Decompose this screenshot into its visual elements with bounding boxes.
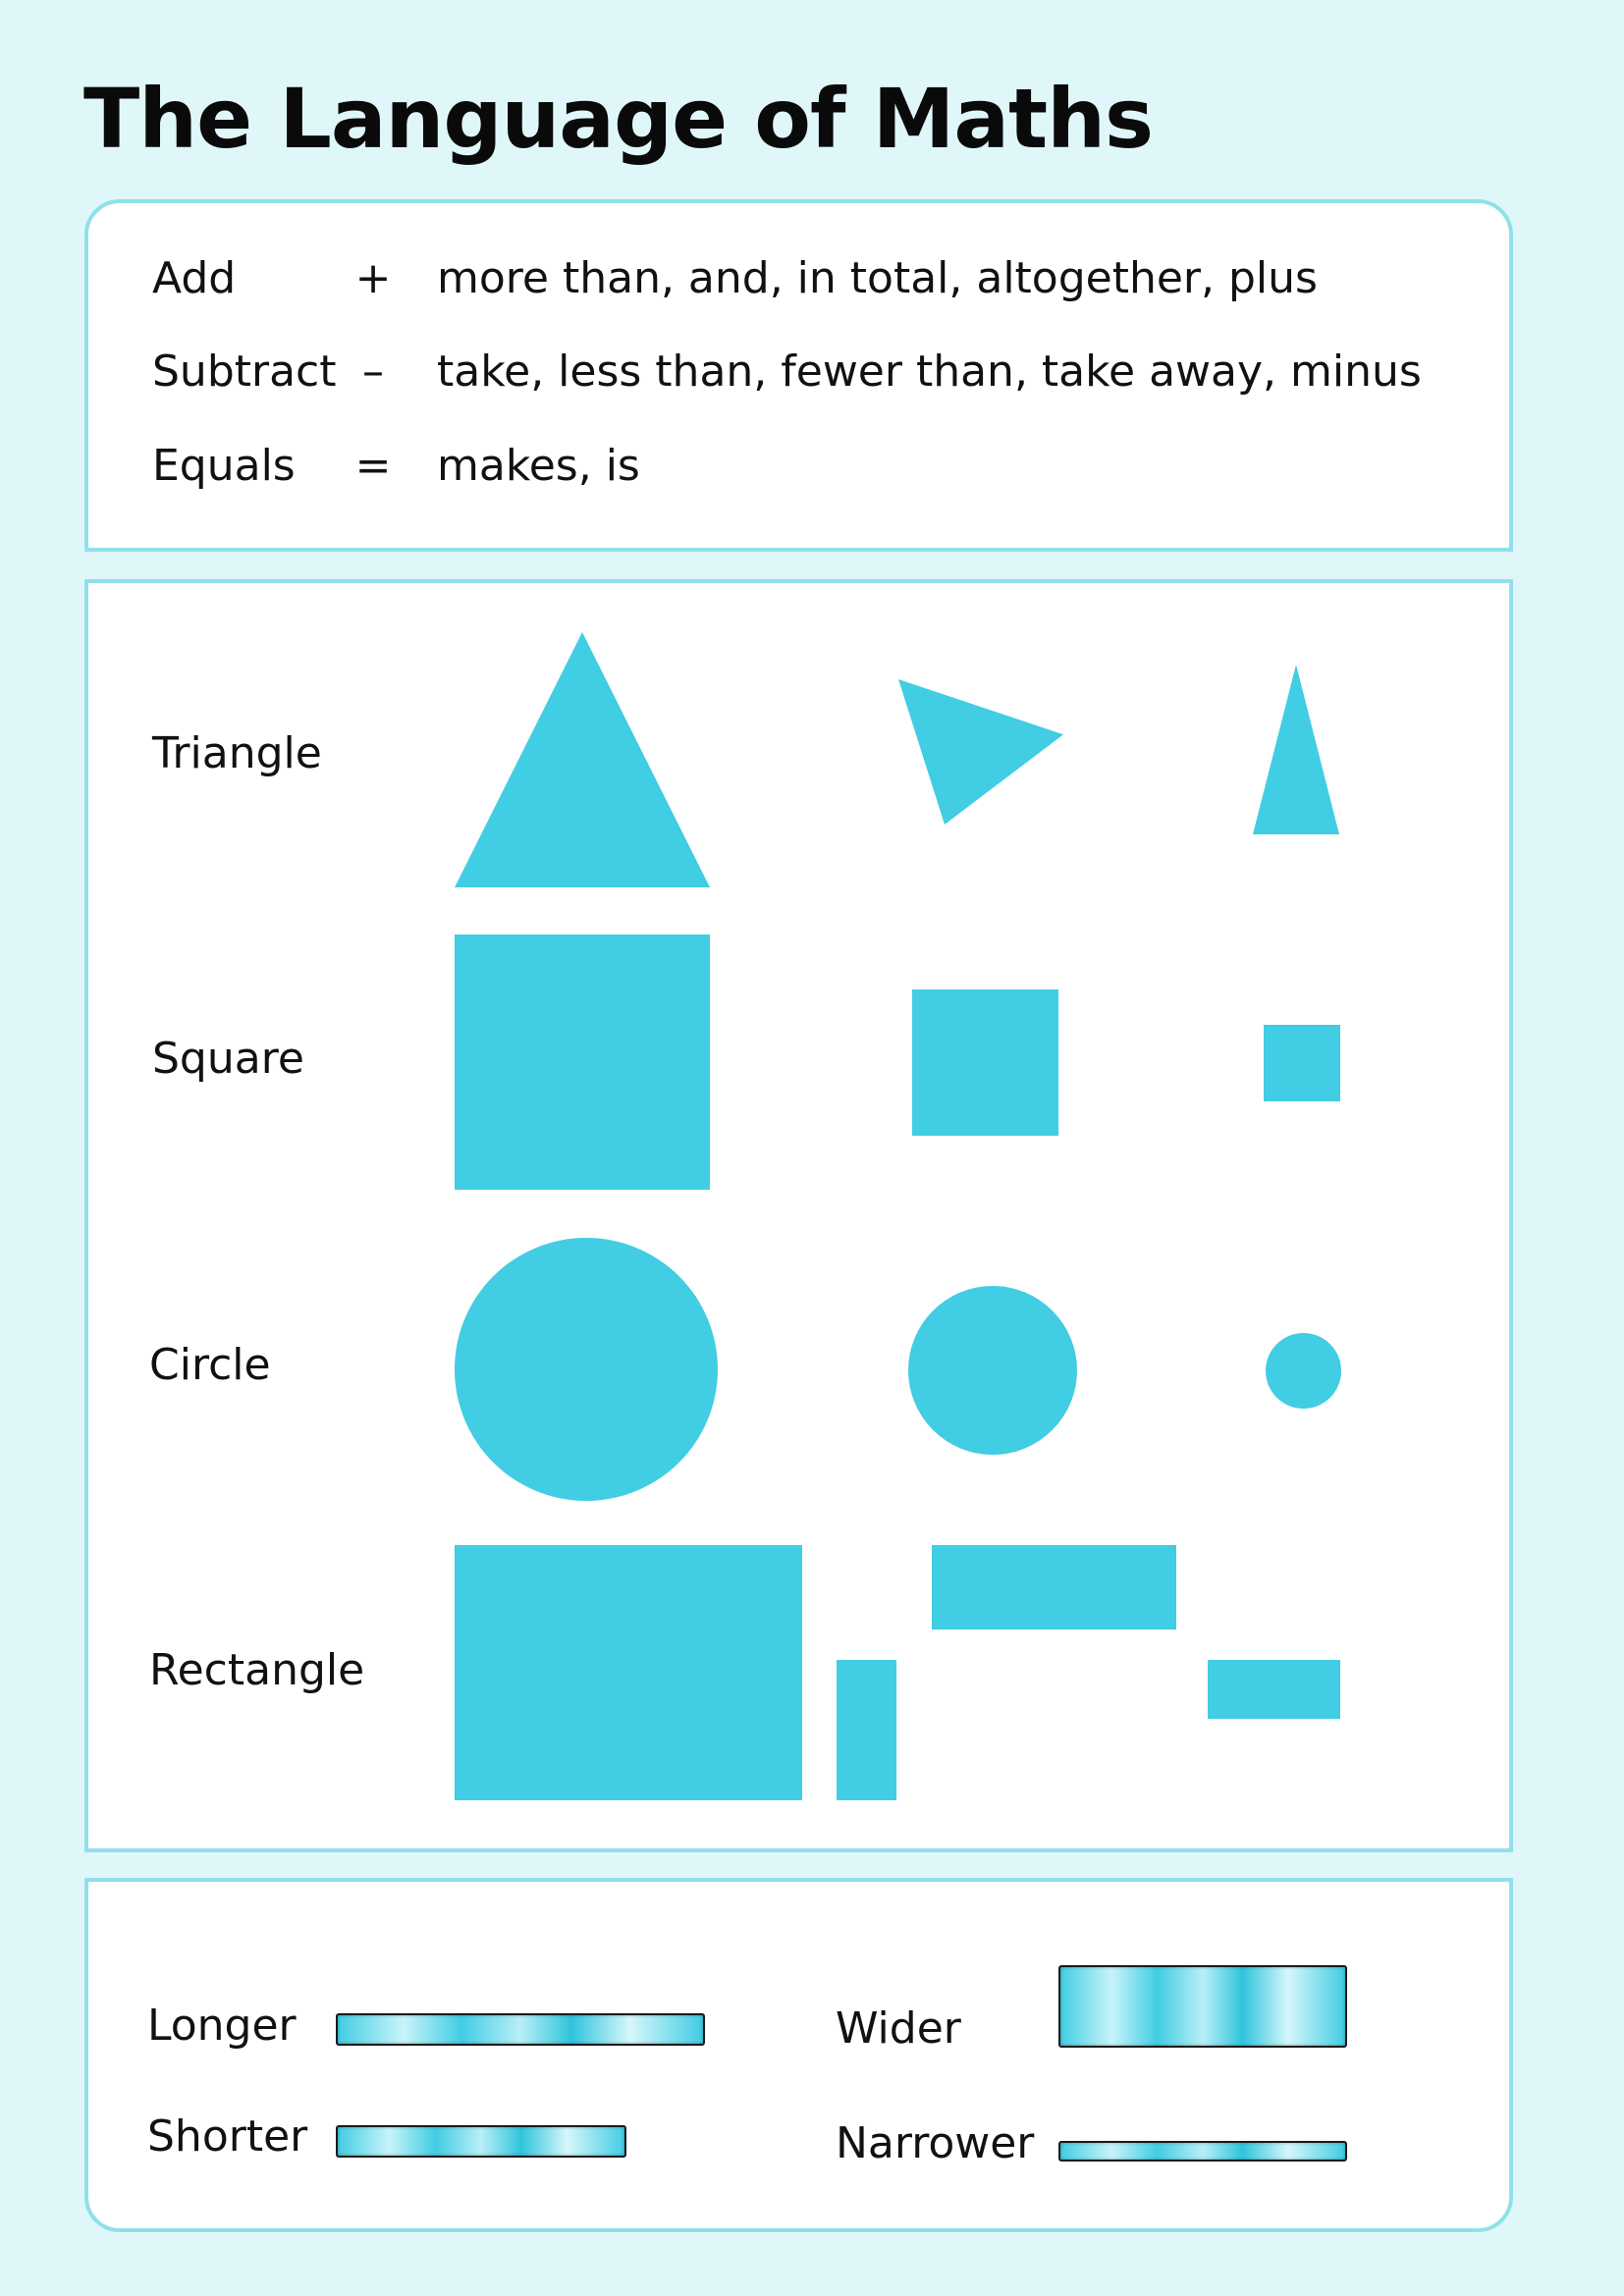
circle-small-shape — [1266, 1333, 1341, 1409]
page-title: The Language of Maths — [83, 71, 1154, 167]
narrower-bar — [1058, 2141, 1347, 2162]
triangle-label: Triangle — [152, 728, 322, 778]
square-medium-shape — [912, 989, 1058, 1136]
square-label: Square — [152, 1034, 304, 1084]
rectangle-tall-shape — [837, 1660, 896, 1800]
minus-symbol: – — [362, 347, 384, 397]
wider-bar — [1058, 1965, 1347, 2048]
operations-panel — [84, 199, 1513, 552]
narrower-label: Narrower — [836, 2118, 1035, 2168]
rectangle-label: Rectangle — [149, 1645, 365, 1695]
operation-name: Equals — [152, 441, 296, 491]
shorter-label: Shorter — [147, 2111, 308, 2162]
rectangle-small-shape — [1208, 1660, 1340, 1719]
circle-label: Circle — [149, 1340, 271, 1390]
rectangle-wide-shape — [932, 1545, 1176, 1629]
longer-bar — [336, 2013, 705, 2046]
triangle-medium-shape — [898, 679, 1063, 825]
operation-name: Add — [152, 253, 237, 303]
shapes-panel — [84, 579, 1513, 1852]
comparison-panel — [84, 1878, 1513, 2232]
equals-symbol: = — [354, 441, 392, 491]
operation-words: makes, is — [437, 441, 640, 491]
rectangle-large-shape — [455, 1545, 802, 1800]
plus-symbol: + — [354, 253, 392, 303]
triangle-large-shape — [455, 632, 710, 887]
triangle-small-shape — [1253, 665, 1339, 834]
operation-words: take, less than, fewer than, take away, minus — [437, 347, 1422, 397]
circle-medium-shape — [908, 1286, 1077, 1455]
square-large-shape — [455, 934, 710, 1190]
operation-words: more than, and, in total, altogether, plus — [437, 253, 1318, 303]
shorter-bar — [336, 2125, 626, 2158]
operation-name: Subtract — [152, 347, 337, 397]
wider-label: Wider — [836, 2003, 961, 2054]
square-small-shape — [1264, 1025, 1340, 1101]
longer-label: Longer — [147, 2001, 297, 2051]
circle-large-shape — [455, 1238, 718, 1501]
